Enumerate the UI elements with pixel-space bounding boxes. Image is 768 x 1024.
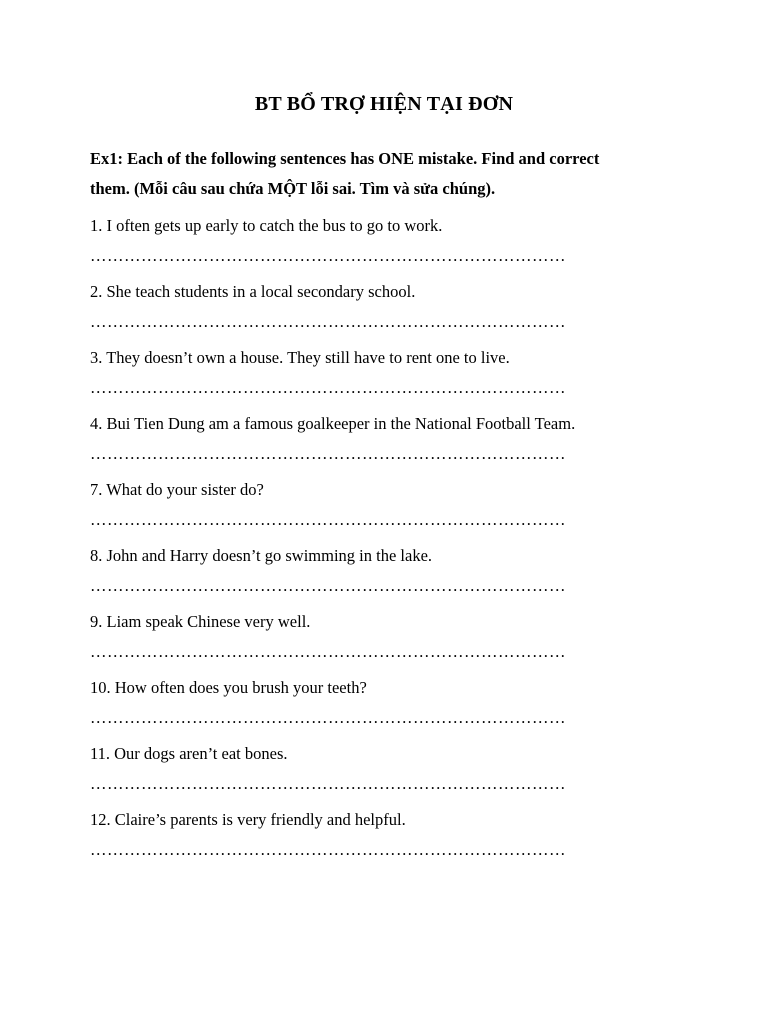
answer-line: ………………………………………………………………………… bbox=[90, 444, 566, 463]
question-item bbox=[90, 608, 690, 674]
answer-line: ………………………………………………………………………… bbox=[90, 378, 566, 397]
question-text: 4. Bui Tien Dung am a famous goalkeeper in the National Football Team. bbox=[90, 414, 576, 433]
question-text: 1. I often gets up early to catch the bus to go to work. bbox=[90, 216, 443, 235]
question-item bbox=[90, 410, 690, 476]
question-item bbox=[90, 740, 690, 806]
question-item bbox=[90, 476, 690, 542]
answer-line: ………………………………………………………………………… bbox=[90, 840, 566, 859]
question-text: 9. Liam speak Chinese very well. bbox=[90, 612, 311, 631]
question-text: 7. What do your sister do? bbox=[90, 480, 264, 499]
question-item bbox=[90, 542, 690, 608]
question-item bbox=[90, 344, 690, 410]
page-title: BT BỔ TRỢ HIỆN TẠI ĐƠN bbox=[254, 93, 514, 115]
answer-line: ………………………………………………………………………… bbox=[90, 642, 566, 661]
question-text: 2. She teach students in a local secondary school. bbox=[90, 282, 416, 301]
instructions-line-2: them. (Mỗi câu sau chứa MỘT lỗi sai. Tìm và sửa chúng). bbox=[90, 179, 496, 198]
question-text: 8. John and Harry doesn’t go swimming in the lake. bbox=[90, 546, 433, 565]
exercise-instructions bbox=[90, 144, 670, 204]
answer-line: ………………………………………………………………………… bbox=[90, 312, 566, 331]
question-item bbox=[90, 806, 690, 872]
question-text: 10. How often does you brush your teeth? bbox=[90, 678, 367, 697]
answer-line: ………………………………………………………………………… bbox=[90, 510, 566, 529]
answer-line: ………………………………………………………………………… bbox=[90, 246, 566, 265]
question-text: 3. They doesn’t own a house. They still have to rent one to live. bbox=[90, 348, 510, 367]
question-item bbox=[90, 674, 690, 740]
answer-line: ………………………………………………………………………… bbox=[90, 576, 566, 595]
question-list bbox=[90, 212, 690, 872]
instructions-line-1: Ex1: Each of the following sentences has ONE mistake. Find and correct bbox=[90, 149, 600, 168]
question-text: 12. Claire’s parents is very friendly and helpful. bbox=[90, 810, 406, 829]
question-item bbox=[90, 278, 690, 344]
answer-line: ………………………………………………………………………… bbox=[90, 774, 566, 793]
question-text: 11. Our dogs aren’t eat bones. bbox=[90, 744, 288, 763]
question-item bbox=[90, 212, 690, 278]
answer-line: ………………………………………………………………………… bbox=[90, 708, 566, 727]
